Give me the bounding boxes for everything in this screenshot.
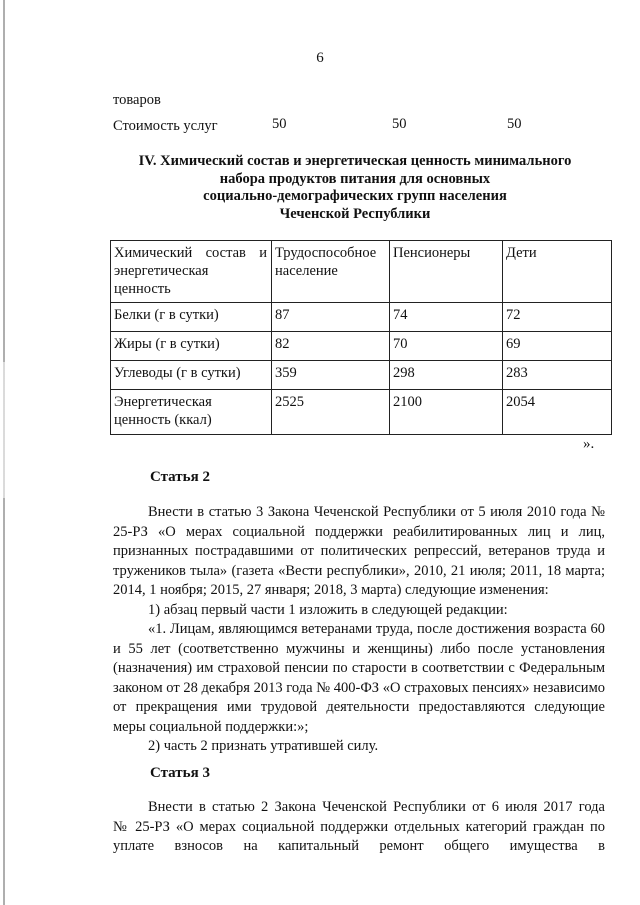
row-value: 2100 bbox=[390, 390, 503, 435]
article-3-line: Внести в статью 2 Закона Чеченской Республики от 6 июля 2017 года bbox=[148, 799, 605, 815]
table-row bbox=[111, 361, 612, 390]
row-value: 2525 bbox=[272, 390, 390, 435]
header-cell-working-age: Трудоспособное население bbox=[272, 241, 390, 303]
section-heading bbox=[100, 153, 610, 223]
section-heading-line: IV. Химический состав и энергетическая ценность минимального bbox=[138, 153, 572, 169]
row-value: 72 bbox=[503, 303, 612, 332]
table-row bbox=[111, 332, 612, 361]
row-services-value-2: 50 bbox=[392, 116, 407, 132]
nutrition-table bbox=[110, 240, 612, 435]
row-value: 87 bbox=[272, 303, 390, 332]
page-number: 6 bbox=[316, 50, 324, 66]
article-2-intro: Внести в статью 3 Закона Чеченской Республики от 5 июля 2010 года № 25-РЗ «О мерах социальной поддержки реабилитированных лиц и лиц, признанных пострадавшими от политических репрессий, ветеранов труда и тружеников тыла» (газета «Вести республики», 2010, 21 июля; 2011, 18 марта; 2014, 1 ноября; 2015, 27 января; 2018, 3 марта) следующие изменения: bbox=[113, 504, 605, 598]
row-services-value-1: 50 bbox=[272, 116, 287, 132]
row-value: 69 bbox=[503, 332, 612, 361]
row-value: 2054 bbox=[503, 390, 612, 435]
row-value: 359 bbox=[272, 361, 390, 390]
article-2-item-1: 1) абзац первый части 1 изложить в следующей редакции: bbox=[148, 601, 508, 618]
row-value: 70 bbox=[390, 332, 503, 361]
row-value: 283 bbox=[503, 361, 612, 390]
article-3-line: № 25-РЗ «О мерах социальной поддержки отдельных категорий граждан по bbox=[113, 818, 605, 835]
article-2-title: Статья 2 bbox=[150, 469, 210, 485]
row-name: Жиры (г в сутки) bbox=[111, 332, 272, 361]
article-3-title: Статья 3 bbox=[150, 765, 210, 781]
scan-margin-line bbox=[3, 0, 5, 905]
row-services-value-3: 50 bbox=[507, 116, 522, 132]
table-row bbox=[111, 303, 612, 332]
article-3-line: уплате взносов на капитальный ремонт общего имущества в bbox=[113, 838, 605, 854]
section-heading-line: Чеченской Республики bbox=[279, 205, 431, 222]
row-name: Углеводы (г в сутки) bbox=[111, 361, 272, 390]
header-cell-composition: Химический состав и энергетическая ценность bbox=[111, 241, 272, 303]
table-header-row bbox=[111, 241, 612, 303]
row-value: 82 bbox=[272, 332, 390, 361]
article-3-body bbox=[113, 798, 605, 857]
article-2-body bbox=[113, 503, 605, 757]
row-services-label: Стоимость услуг bbox=[113, 118, 218, 134]
row-value: 298 bbox=[390, 361, 503, 390]
article-2-item-2: 2) часть 2 признать утратившей силу. bbox=[148, 738, 379, 754]
table-row-energy bbox=[111, 390, 612, 435]
header-cell-pensioners: Пенсионеры bbox=[390, 241, 503, 303]
row-goods-label: товаров bbox=[113, 92, 161, 108]
closing-quote: ». bbox=[583, 436, 595, 452]
row-name: Энергетическая ценность (ккал) bbox=[111, 390, 272, 435]
article-2-quote: «1. Лицам, являющимся ветеранами труда, после достижения возраста 60 и 55 лет (соответственно мужчины и женщины) либо после установления (назначения) им страховой пенсии по старости в соответствии с Федеральным законом от 28 декабря 2013 года № 400-ФЗ «О страховых пенсиях» независимо от прекращения ими трудовой деятельности предоставляются следующие меры социальной поддержки:»; bbox=[113, 621, 605, 735]
row-value: 74 bbox=[390, 303, 503, 332]
section-heading-line: набора продуктов питания для основных bbox=[219, 170, 491, 187]
row-name: Белки (г в сутки) bbox=[111, 303, 272, 332]
header-cell-children: Дети bbox=[503, 241, 612, 303]
section-heading-line: социально-демографических групп населения bbox=[203, 188, 507, 204]
